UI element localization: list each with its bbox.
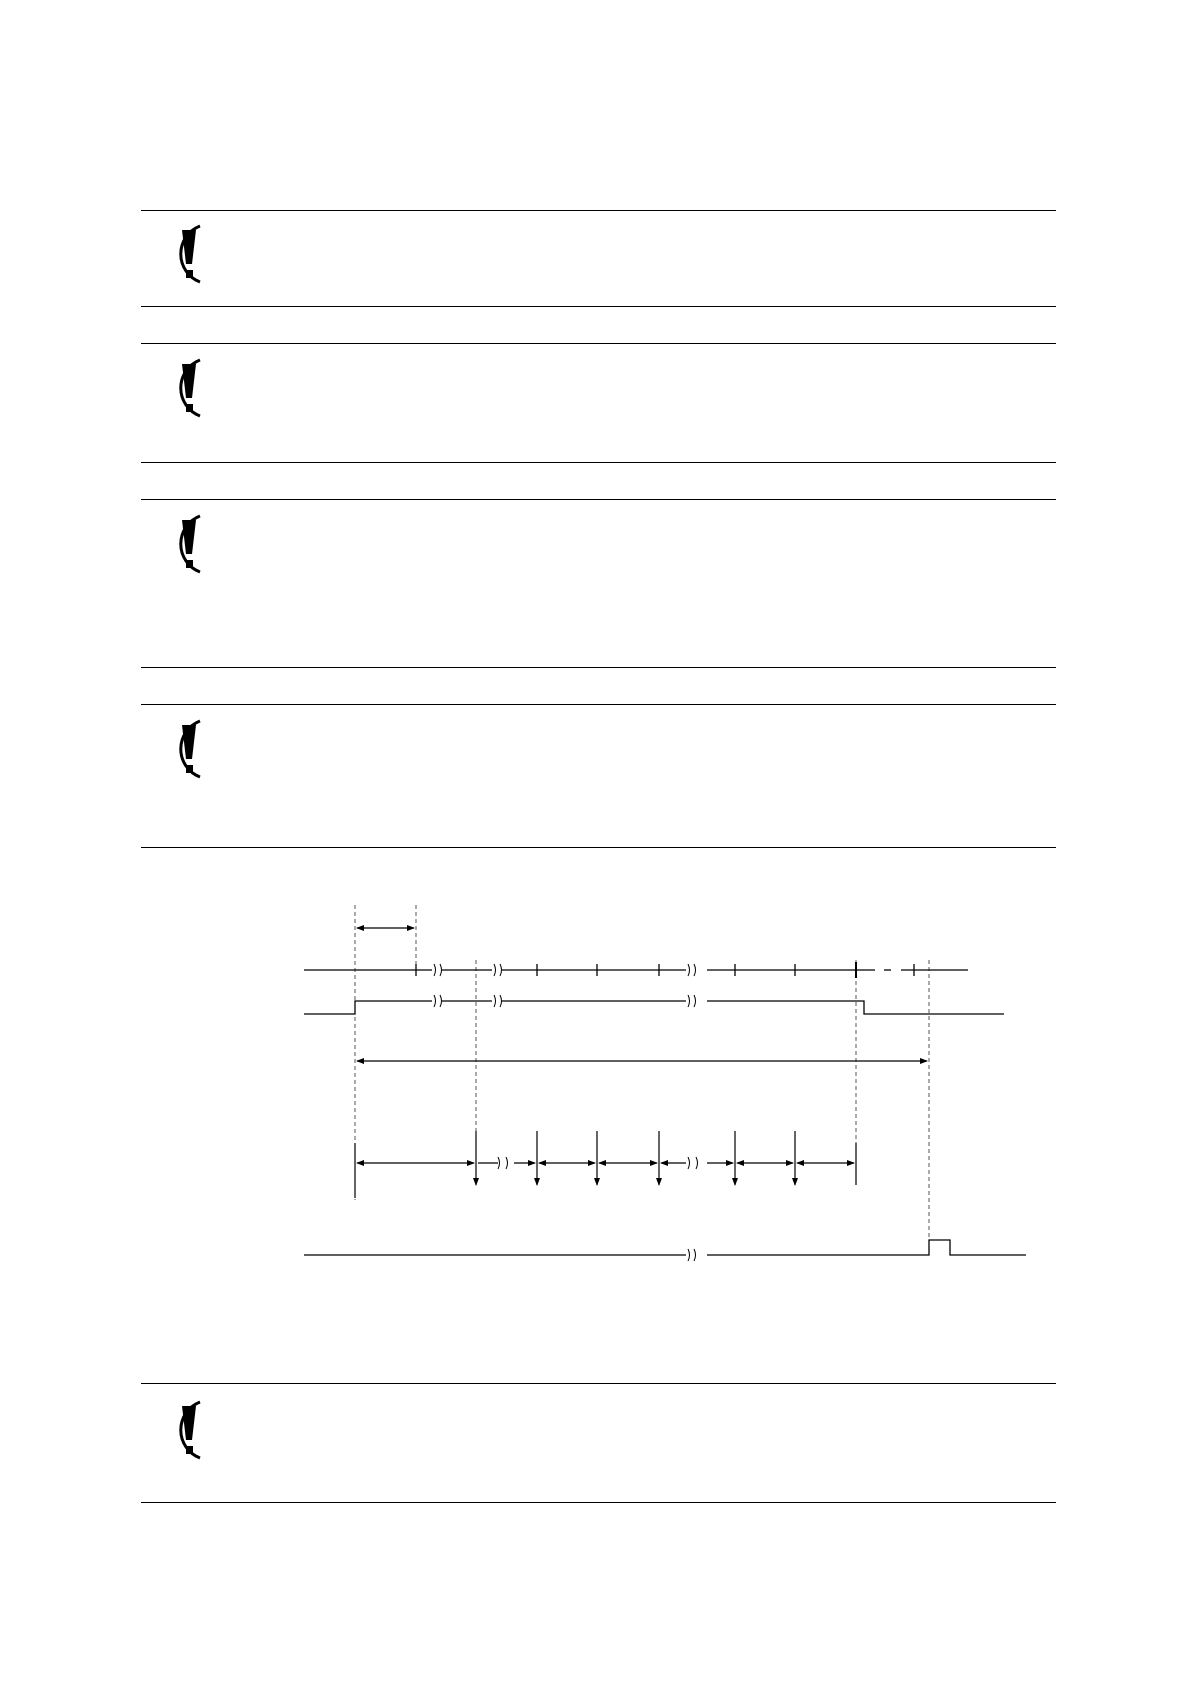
- exclamation-caution-icon: [160, 222, 204, 286]
- note-top-rule: [141, 1383, 1056, 1384]
- note-bottom-rule: [141, 306, 1056, 307]
- note-top-rule: [141, 499, 1056, 500]
- note-bottom-rule: [141, 847, 1056, 848]
- note-bottom-rule: [141, 667, 1056, 668]
- exclamation-caution-icon: [160, 717, 204, 781]
- exclamation-caution-icon: [160, 512, 204, 576]
- note-top-rule: [141, 210, 1056, 211]
- tick-signal: [304, 962, 968, 978]
- note-bottom-rule: [141, 462, 1056, 463]
- enable-signal: [304, 1001, 1004, 1014]
- exclamation-caution-icon: [160, 1398, 204, 1462]
- timing-diagram: [0, 890, 1190, 1300]
- note-top-rule: [141, 704, 1056, 705]
- break-marks: [434, 964, 698, 1261]
- exclamation-caution-icon: [160, 356, 204, 420]
- output-signal: [304, 1240, 1026, 1255]
- note-top-rule: [141, 343, 1056, 344]
- note-bottom-rule: [141, 1502, 1056, 1503]
- interval-arrows: [355, 1131, 856, 1198]
- dashed-guides: [355, 905, 929, 1255]
